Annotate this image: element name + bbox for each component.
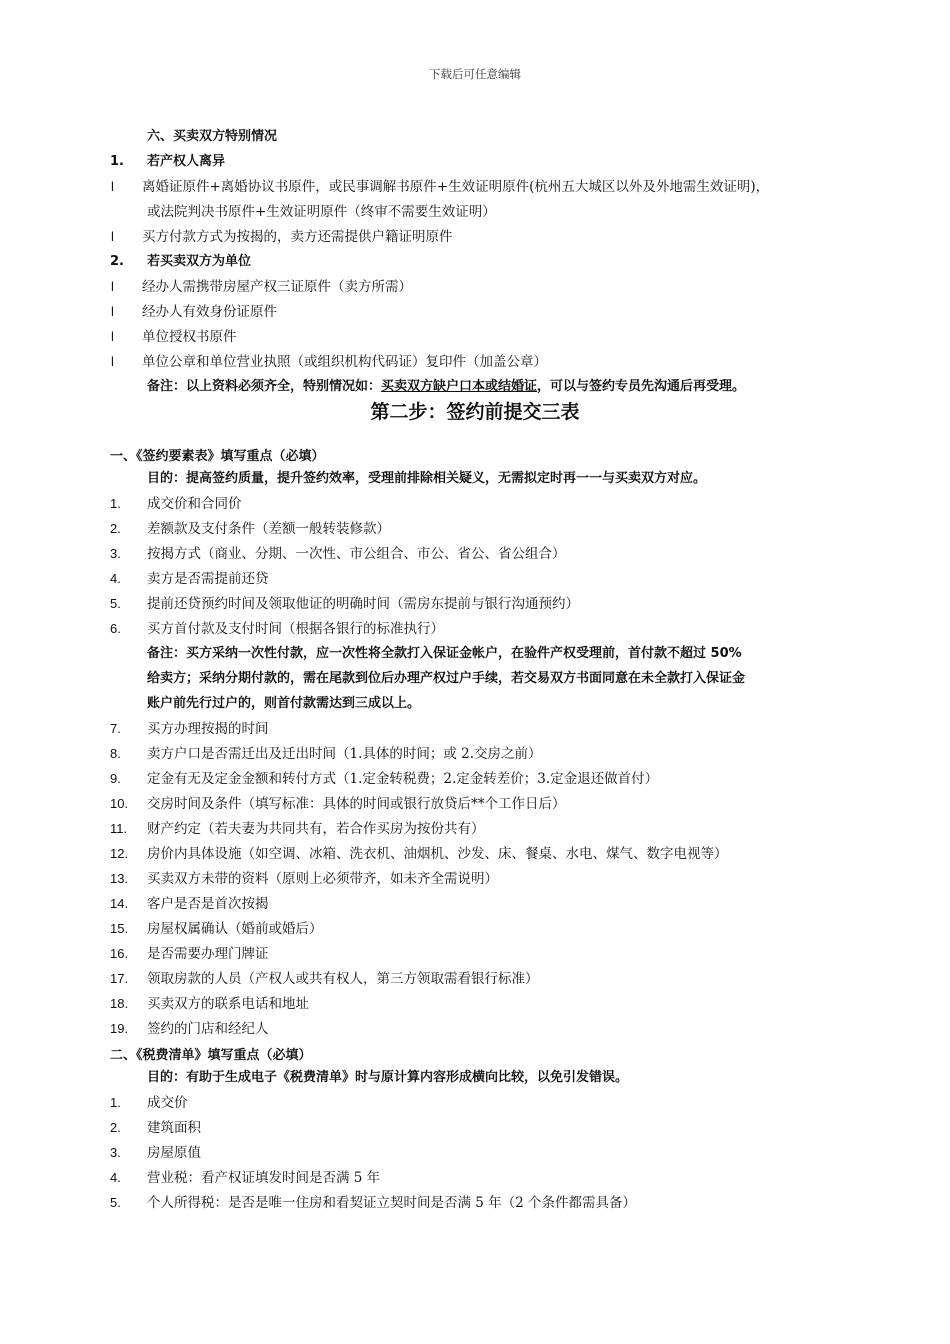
page-header: 下载后可任意编辑: [429, 67, 521, 81]
item-number: 3.: [110, 1145, 121, 1160]
page-title: 第二步：签约前提交三表: [370, 401, 580, 423]
item-text: 买方办理按揭的时间: [147, 721, 269, 737]
item-number: 7.: [110, 721, 121, 736]
item-text: 成交价: [147, 1095, 188, 1111]
item-text: 买方付款方式为按揭的，卖方还需提供户籍证明原件: [142, 229, 453, 245]
item-text: 签约的门店和经纪人: [147, 1021, 269, 1037]
item-text: 提前还贷预约时间及领取他证的明确时间（需房东提前与银行沟通预约）: [147, 596, 579, 612]
item-text: 买方首付款及支付时间（根据各银行的标准执行）: [147, 621, 444, 637]
bullet-mark: l: [111, 229, 114, 244]
item-text: 单位公章和单位营业执照（或组织机构代码证）复印件（加盖公章）: [142, 354, 547, 370]
note-line: 账户前先行过户的，则首付款需达到三成以上。: [147, 696, 421, 711]
purpose-text: 目的：有助于生成电子《税费清单》时与原计算内容形成横向比较，以免引发错误。: [147, 1070, 629, 1085]
item-text: 房屋原值: [147, 1145, 201, 1161]
item-text: 买卖双方未带的资料（原则上必须带齐，如未齐全需说明）: [147, 871, 498, 887]
item-text: 若买卖双方为单位: [147, 254, 252, 269]
item-text: 交房时间及条件（填写标准：具体的时间或银行放贷后**个工作日后）: [147, 796, 566, 812]
item-text: 是否需要办理门牌证: [147, 946, 269, 962]
item-text: 卖方户口是否需迁出及迁出时间（1.具体的时间；或 2.交房之前）: [147, 746, 542, 762]
item-text: 房屋权属确认（婚前或婚后）: [147, 921, 323, 937]
item-text: 财产约定（若夫妻为共同共有，若合作买房为按份共有）: [147, 821, 485, 837]
section-heading: 二、《税费清单》填写重点（必填）: [110, 1048, 312, 1063]
item-number: 4.: [110, 571, 121, 586]
section-heading: 一、《签约要素表》填写重点（必填）: [110, 449, 325, 464]
bullet-mark: l: [111, 304, 114, 319]
item-number: 10.: [110, 796, 129, 811]
item-text: 卖方是否需提前还贷: [147, 571, 269, 587]
purpose-text: 目的：提高签约质量，提升签约效率，受理前排除相关疑义，无需拟定时再一一与买卖双方对应。: [147, 471, 707, 486]
item-number: 4.: [110, 1170, 121, 1185]
item-number: 18.: [110, 996, 129, 1011]
item-number: 16.: [110, 946, 129, 961]
item-text: 买卖双方的联系电话和地址: [147, 996, 309, 1012]
note: [147, 378, 745, 396]
item-number: 2.: [110, 521, 121, 536]
note-suffix: ，可以与签约专员先沟通后再受理。: [537, 379, 746, 394]
bullet-mark: l: [111, 329, 114, 344]
item-text-continued: 或法院判决书原件+生效证明原件（终审不需要生效证明）: [147, 204, 496, 220]
item-text: 差额款及支付条件（差额一般转装修款）: [147, 521, 390, 537]
note-prefix: 备注：以上资料必须齐全，特别情况如：: [147, 379, 382, 394]
item-number: 17.: [110, 971, 129, 986]
item-text: 成交价和合同价: [147, 496, 242, 512]
item-text: 经办人有效身份证原件: [142, 304, 277, 320]
item-number: 1.: [110, 1095, 121, 1110]
item-text: 个人所得税：是否是唯一住房和看契证立契时间是否满 5 年（2 个条件都需具备）: [147, 1195, 637, 1211]
item-text: 定金有无及定金金额和转付方式（1.定金转税费；2.定金转差价；3.定金退还做首付）: [147, 771, 659, 787]
item-text: 单位授权书原件: [142, 329, 237, 345]
item-number: 1.: [110, 496, 121, 511]
item-number: 5.: [110, 1195, 121, 1210]
item-number: 2.: [110, 1120, 121, 1135]
section-heading: 六、买卖双方特别情况: [147, 129, 278, 144]
item-number: 3.: [110, 546, 121, 561]
item-text: 若产权人离异: [147, 154, 226, 169]
bullet-mark: l: [111, 279, 114, 294]
item-text: 房价内具体设施（如空调、冰箱、洗衣机、油烟机、沙发、床、餐桌、水电、煤气、数字电视等）: [147, 846, 728, 862]
item-number: 5.: [110, 596, 121, 611]
item-text: 领取房款的人员（产权人或共有权人，第三方领取需看银行标准）: [147, 971, 539, 987]
item-text: 离婚证原件+离婚协议书原件，或民事调解书原件+生效证明原件(杭州五大城区以外及外地需生效证明)，: [142, 179, 770, 195]
bullet-mark: l: [111, 354, 114, 369]
note-line: 给卖方；采纳分期付款的，需在尾款到位后办理产权过户手续，若交易双方书面同意在未全款打入保证金: [147, 671, 746, 686]
item-text: 按揭方式（商业、分期、一次性、市公组合、市公、省公、省公组合）: [147, 546, 566, 562]
item-text: 客户是否是首次按揭: [147, 896, 269, 912]
item-number: 6.: [110, 621, 121, 636]
item-number: 8.: [110, 746, 121, 761]
item-number: 19.: [110, 1021, 129, 1036]
item-number: 9.: [110, 771, 121, 786]
item-number: 15.: [110, 921, 129, 936]
bullet-mark: l: [111, 179, 114, 194]
item-number: 11.: [110, 821, 128, 836]
item-text: 经办人需携带房屋产权三证原件（卖方所需）: [142, 279, 412, 295]
item-text: 建筑面积: [147, 1120, 201, 1136]
note-underlined: 买卖双方缺户口本或结婚证: [381, 379, 538, 394]
item-number: 12.: [110, 846, 129, 861]
item-number: 1.: [110, 154, 124, 169]
item-text: 营业税：看产权证填发时间是否满 5 年: [147, 1170, 381, 1186]
note-line: 备注：买方采纳一次性付款，应一次性将全款打入保证金帐户，在验件产权受理前，首付款不超过 50%: [147, 646, 742, 661]
item-number: 14.: [110, 896, 129, 911]
item-number: 2.: [110, 254, 124, 269]
item-number: 13.: [110, 871, 129, 886]
